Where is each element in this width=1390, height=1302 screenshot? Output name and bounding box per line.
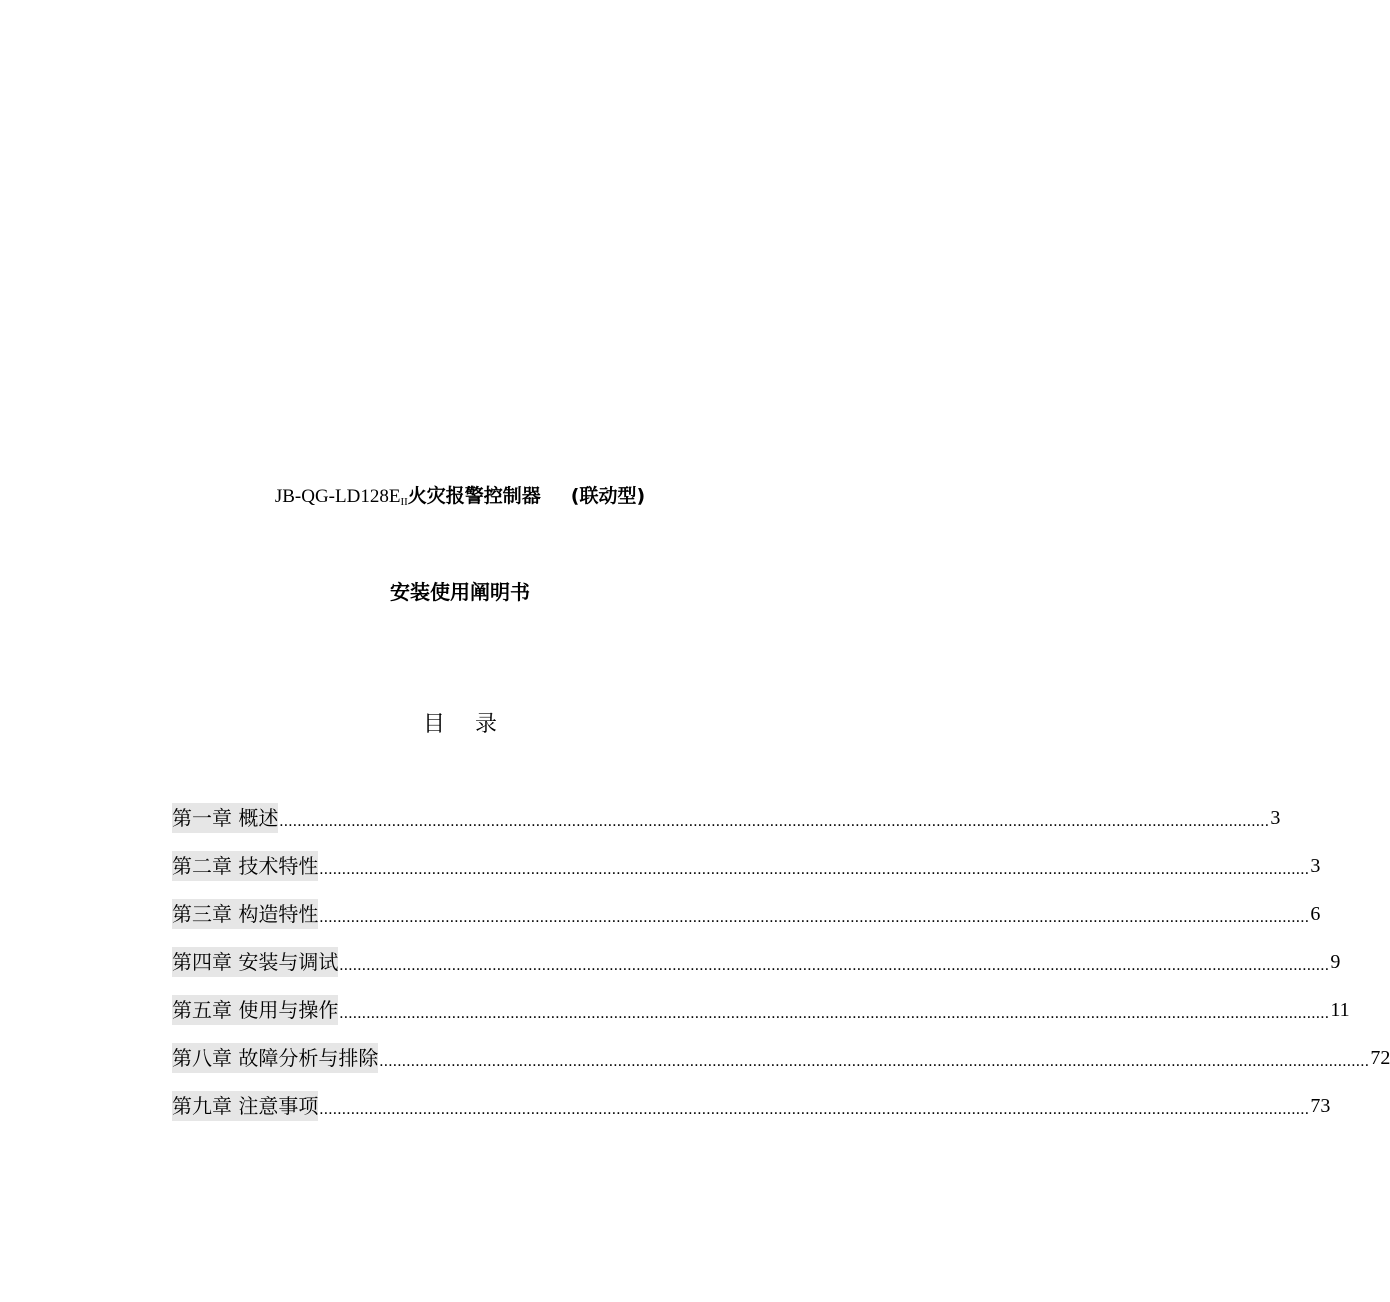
toc-entry[interactable] [172,1043,1390,1073]
toc-entry-label: 第一章 概述 [172,803,278,833]
toc-entry[interactable] [172,803,1281,833]
toc-entry-page: 73 [1310,1095,1331,1117]
product-name: 火灾报警控制器 [407,485,541,507]
toc-leader-dots: ............................................................................................................................................................................................................................ [379,1053,1370,1070]
document-subtitle: 安装使用阐明书 [390,580,530,604]
toc-entry-label: 第五章 使用与操作 [172,995,338,1025]
toc-entry-page: 6 [1310,903,1321,925]
toc-entry[interactable] [172,851,1321,881]
toc-entry-label: 第二章 技术特性 [172,851,318,881]
toc-leader-dots: ............................................................................................................................................................................................................................ [319,909,1310,926]
toc-entry[interactable] [172,995,1350,1025]
document-title [0,480,920,518]
toc-leader-dots: ............................................................................................................................................................................................................................ [319,861,1310,878]
toc-entry-page: 72 [1370,1047,1390,1069]
toc-leader-dots: ............................................................................................................................................................................................................................ [339,1005,1330,1022]
toc-entry-label: 第九章 注意事项 [172,1091,318,1121]
model-subscript: II [400,496,408,508]
toc-leader-dots: ............................................................................................................................................................................................................................ [339,957,1330,974]
toc-leader-dots: ............................................................................................................................................................................................................................ [319,1101,1310,1118]
toc-entry-page: 11 [1330,999,1350,1021]
model-number: JB-QG-LD128E [274,486,401,507]
product-type: (联动型) [570,485,646,507]
table-of-contents [172,803,1390,1139]
toc-entry[interactable] [172,1091,1331,1121]
toc-entry-page: 9 [1330,951,1341,973]
toc-entry[interactable] [172,947,1341,977]
toc-entry-page: 3 [1310,855,1321,877]
toc-entry-label: 第三章 构造特性 [172,899,318,929]
toc-entry-label: 第八章 故障分析与排除 [172,1043,378,1073]
toc-entry-label: 第四章 安装与调试 [172,947,338,977]
toc-heading: 目录 [422,712,527,737]
toc-entry-page: 3 [1270,807,1281,829]
toc-leader-dots: ............................................................................................................................................................................................................................ [279,813,1270,830]
toc-entry[interactable] [172,899,1321,929]
